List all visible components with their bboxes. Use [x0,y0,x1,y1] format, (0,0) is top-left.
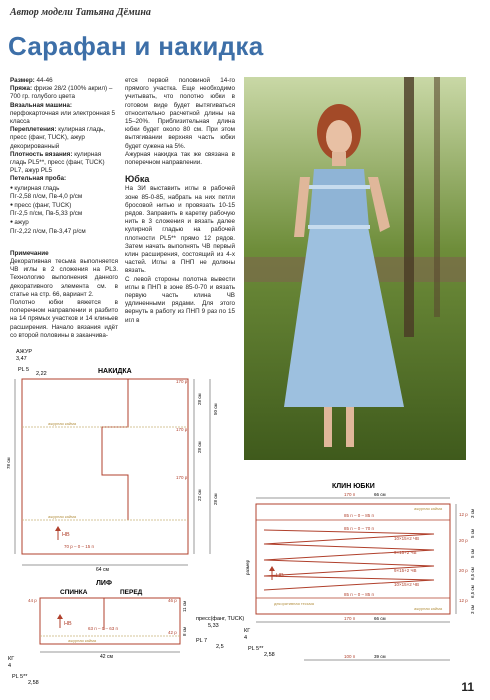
nakidka-diagram [8,345,240,577]
stitch-label: КГ [244,628,251,634]
stitch-label: АЖУР [16,349,33,355]
row-count: 170 п [344,492,356,497]
segment-label: 11 см [182,600,187,612]
sample-title: Петельная проба: [10,175,67,183]
sample-item-values: Пг-2,5 п/см, Пв-5,33 р/см [10,210,83,218]
mid-paragraph: ется первой половиной 14-го прямого участка. Еще необходимо учитывать, что полотно юбки в готовом виде будет вытягиваться относительно расчетной длины на 15–20%. Приблизительная длина юбки будет около 80 см. При этом вытягивании верхняя часть юбки будет сужена на 5%. [125,77,235,150]
cm-label: 6,5 см [470,567,475,580]
row-label: 170 р [176,379,188,384]
mid-paragraph: Ажурная накидка так же связана в поперечном направлении. [125,150,235,167]
width-label: 66 см [374,492,386,497]
nakidka-inner-line [102,379,128,520]
segment-label: 28 см [197,441,202,453]
rows-label: 12 р [459,512,468,517]
needle-label: 85 п – 0 – 85 п [344,592,374,597]
row-label: 44 р [28,598,37,603]
density-value: 4 [8,663,12,669]
short-row-label: 9×15+2 ЧВ [394,550,417,555]
row-label: 46 р [168,598,177,603]
segment-label: 8 см [182,626,187,636]
front-label: ПЕРЕД [120,589,143,596]
needle-label: 85 п – 0 – 85 п [344,513,374,518]
width-label: 42 см [100,654,113,660]
note-paragraph: Декоративная тесьма выполняется ЧВ иглы в 2 сложения на PL3. Технологию выполнения данного декоративного элемента см. в статье на стр. 66, вариант 2. [10,258,118,298]
stitch-label: пресс(фанг, TUCK) [196,616,245,622]
bottom-row-label: 70 р – 0 – 15 п [64,544,94,549]
pl-label: PL 5 [18,367,30,373]
density-value: 2,58 [264,652,275,658]
mid-paragraph: На ЗИ выставить иглы в рабочей зоне 85-0-85, набрать на них петли бросовой нитью и провязать 10-15 рядов. Заправить в каретку рабочую нить в 3 сложения и вязать далее кулирной гладью на рабочей плотности PL5** прямо 12 рядов. Затем начать выполнять ЧВ первый клин расширения, состоящий из 4-х частей. Иглы в ПНП не должны вязать. [125,185,235,275]
sample-item-values: Пг-2,22 п/см, Пв-3,47 р/см [10,227,86,235]
cm-label: 5 см [470,528,475,538]
author-line: Автор модели Татьяна Дёмина [10,7,151,18]
page-number: 11 [461,680,474,694]
segment-label: 22 см [197,489,202,501]
lace-label: ажурная кайма [48,514,77,519]
direction-label: НВ [62,532,70,538]
rows-label: 20 р [459,538,468,543]
spec-size: Размер: 44-46 [10,77,53,84]
density-value: 3,47 [16,356,27,362]
segment-label: 28 см [197,393,202,405]
section-heading: Юбка [125,174,150,185]
sample-item-name: ● пресс (фанг, TUCK) [10,201,118,210]
stitch-label: КГ [8,656,15,662]
lace-label: ажурная кайма [414,606,443,611]
spec-density: Плотность вязания: кулирная гладь PL5**, пресс (фанг, TUCK) PL7, ажур PL5 [10,150,105,175]
back-label: СПИНКА [60,589,88,596]
short-row-label: 10×15×2 ЧВ [394,582,420,587]
mid-paragraph: С левой стороны полотна вывести иглы в ПНП в зоне 85-0-70 и вязать первую часть клина ЧВ удлиненными рядами. Для этого вернуть в работу из ПНП 9 раз по 15 игл в [125,275,235,324]
row-count: 170 п [344,616,356,621]
height-label: 78 см [6,457,11,469]
spec-machine: Вязальная машина: перфокарточная или электронная 5 класса [10,101,115,126]
row-label: 170 р [176,427,188,432]
sample-item-name: ● кулирная гладь [10,184,118,193]
rows-label: 20 р [459,568,468,573]
lace-label: ажурная кайма [68,638,97,643]
row-count: 100 п [344,654,356,659]
model-photo [244,77,466,460]
short-row-label: 10×15×2 ЧВ [394,536,420,541]
rows-label: 12 р [459,598,468,603]
width-label: 64 см [96,567,109,573]
lace-label: ажурная кайма [414,506,443,511]
density-value: 5,33 [208,623,219,629]
cm-label: 3 см [470,604,475,614]
side-label: 28 см [213,493,218,505]
pl-label: PL 7 [196,638,208,644]
pl-label: PL 5** [12,674,28,680]
row-label: 170 р [176,475,188,480]
needle-label: 85 п – 0 – 70 п [344,526,374,531]
nakidka-outline [22,379,188,554]
lif-outline [40,598,180,644]
density-value: 2,22 [36,371,47,377]
width-label: 66 см [374,616,386,621]
klin-diagram [244,480,484,680]
inner-label: 63 п – 0 – 63 п [88,626,118,631]
spec-yarn: Пряжа: фризе 28/2 (100% акрил) – 700 гр. голубого цвета [10,85,113,101]
page-title: Сарафан и накидка [8,31,264,61]
side-label: 50 см [213,403,218,415]
specs-block [10,77,118,340]
cm-label: 6,5 см [470,585,475,598]
middle-column [125,77,235,325]
spec-stitches: Переплетения: кулирная гладь, пресс (фанг, TUCK), ажур декорированный [10,126,106,150]
row-label: 42 р [168,630,177,635]
note-paragraph: Полотно юбки вяжется в поперечном направлении и разбито на 14 прямых участков и 14 клиньев расширения. Начало вязания идёт со второй половины в заканчива- [10,299,118,339]
sample-item-values: Пг-2,58 п/см, Пв-4,0 р/см [10,192,83,200]
cm-label: 3 см [470,508,475,518]
size-label: размер [245,559,250,575]
diagram-title: ЛИФ [96,580,112,587]
pl-label: PL 5** [248,646,264,652]
lif-diagram [8,578,245,698]
density-value: 2,5 [216,644,224,650]
diagram-title: КЛИН ЮБКИ [332,483,375,490]
short-row-label: 9×15+2 ЧВ [394,568,417,573]
sample-item-name: ● ажур [10,218,118,227]
lace-label: ажурная кайма [48,421,77,426]
cm-label: 5 см [470,548,475,558]
direction-label: НВ [64,621,72,627]
density-value: 4 [244,635,248,641]
width-label: 39 см [374,654,386,659]
density-value: 2,58 [28,680,39,686]
lace-label: декоративная тесьма [274,601,314,606]
direction-label: НВ [276,573,284,579]
note-title: Примечание [10,249,49,257]
diagram-title: НАКИДКА [98,368,132,375]
